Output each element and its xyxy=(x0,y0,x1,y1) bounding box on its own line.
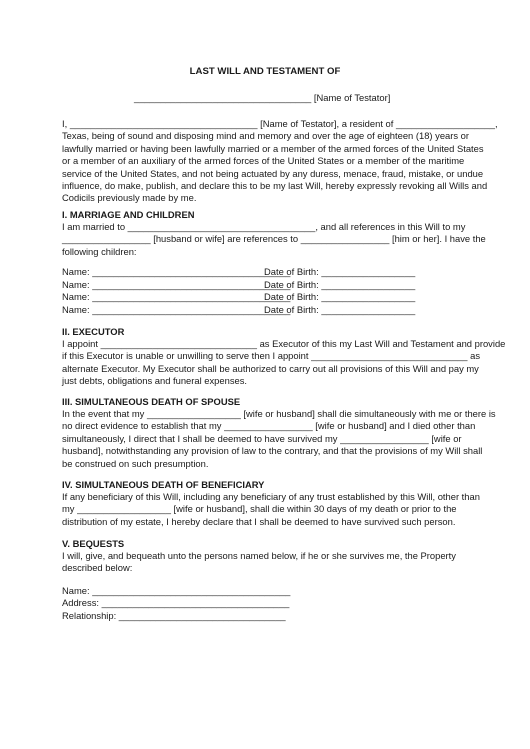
beneficiary-death-line: my __________________ [wife or husband], shall die within 30 days of my death or prior to the xyxy=(62,503,457,515)
marriage-line: _________________ [husband or wife] are references to _________________ [him or her]. I have the xyxy=(62,233,486,245)
beneficiary-death-paragraph xyxy=(62,491,480,528)
marriage-line: I am married to ____________________________________, and all references in this Will to my xyxy=(62,221,466,232)
child-dob-field: Date of Birth: __________________ xyxy=(264,304,416,315)
child-dob-field: Date of Birth: __________________ xyxy=(264,266,416,277)
bequests-line: described below: xyxy=(62,562,133,574)
child-name-field: Name: ______________________________________ xyxy=(62,279,291,290)
bequests-line: I will, give, and bequeath unto the persons named below, if he or she survives me, the Property xyxy=(62,550,456,561)
intro-line: Codicils previously made by me. xyxy=(62,192,197,204)
spouse-death-line: In the event that my __________________ [wife or husband] shall die simultaneously with me or there is xyxy=(62,408,496,419)
spouse-death-line: husband], notwithstanding any provision of law to the contrary, and that the provisions of my Will shall xyxy=(62,445,483,457)
executor-line: I appoint ______________________________ as Executor of this my Last Will and Testament and provide xyxy=(62,338,506,349)
intro-line: lawfully married or having been lawfully married or a member of the armed forces of the United States xyxy=(62,142,484,154)
testator-name-line: __________________________________ [Name of Testator] xyxy=(134,92,391,103)
executor-paragraph xyxy=(62,338,506,388)
intro-line: influence, do make, publish, and declare this to be my last Will, hereby expressly revoking all Wills and xyxy=(62,180,488,192)
spouse-death-line: be construed on such presumption. xyxy=(62,457,209,469)
executor-line: just debts, obligations and funeral expenses. xyxy=(62,375,248,387)
section-heading-bequests: V. BEQUESTS xyxy=(62,538,125,549)
bequest-relationship-field: Relationship: ________________________________ xyxy=(62,610,286,621)
section-heading-spouse-death: III. SIMULTANEOUS DEATH OF SPOUSE xyxy=(62,396,241,407)
child-name-field: Name: ______________________________________ xyxy=(62,304,291,315)
child-dob-field: Date of Birth: __________________ xyxy=(264,291,416,302)
intro-line: or a member of an auxiliary of the armed forces of the United States or a member of the maritime xyxy=(62,155,465,167)
section-heading-marriage: I. MARRIAGE AND CHILDREN xyxy=(62,209,195,220)
spouse-death-line: no direct evidence to establish that my _________________ [wife or husband] and I died other than xyxy=(62,420,476,432)
child-name-field: Name: ______________________________________ xyxy=(62,266,291,277)
intro-line: service of the United States, and not being actuated by any duress, menace, fraud, mistake, or undue xyxy=(62,167,484,179)
intro-line: Texas, being of sound and disposing mind and memory and over the age of eighteen (18) years or xyxy=(62,130,470,142)
spouse-death-line: simultaneously, I direct that I shall be deemed to have survived my _________________ [wife or xyxy=(62,432,462,444)
intro-line: I, ____________________________________ [Name of Testator], a resident of ___________________, xyxy=(62,118,498,129)
beneficiary-death-line: distribution of my estate, I hereby declare that I shall be deemed to have survived such person. xyxy=(62,515,456,527)
executor-line: alternate Executor. My Executor shall be authorized to carry out all provisions of this Will and pay my xyxy=(62,362,479,374)
bequests-paragraph xyxy=(62,550,472,575)
intro-paragraph xyxy=(62,118,498,205)
marriage-line: following children: xyxy=(62,245,137,257)
bequest-address-field: Address: ____________________________________ xyxy=(62,597,290,608)
marriage-paragraph xyxy=(62,221,486,258)
section-heading-beneficiary-death: IV. SIMULTANEOUS DEATH OF BENEFICIARY xyxy=(62,479,265,490)
beneficiary-death-line: If any beneficiary of this Will, including any beneficiary of any trust established by this Will, other than xyxy=(62,491,480,502)
document-title: LAST WILL AND TESTAMENT OF xyxy=(189,66,341,77)
bequest-name-field: Name: ______________________________________ xyxy=(62,585,291,596)
spouse-death-paragraph xyxy=(62,408,496,470)
child-name-field: Name: ______________________________________ xyxy=(62,291,291,302)
child-dob-field: Date of Birth: __________________ xyxy=(264,279,416,290)
section-heading-executor: II. EXECUTOR xyxy=(62,326,125,337)
executor-line: if this Executor is unable or unwilling to serve then I appoint ______________________________ as xyxy=(62,350,481,362)
